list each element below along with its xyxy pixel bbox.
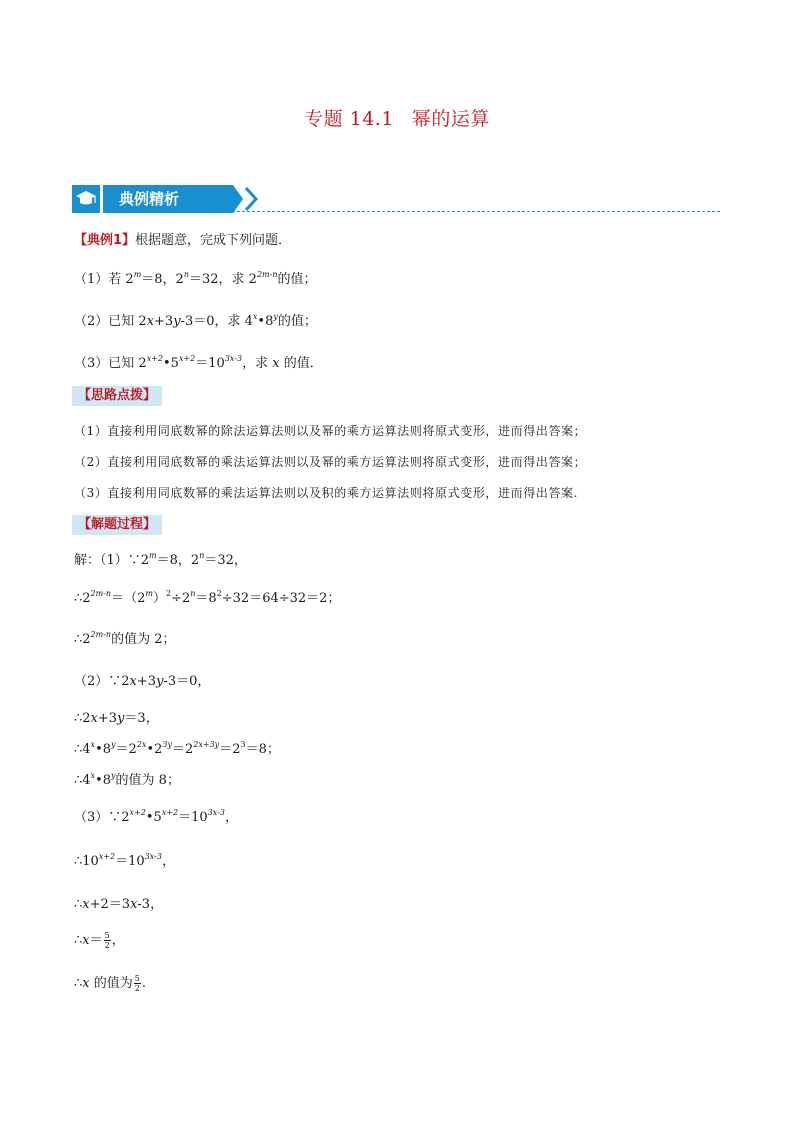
math-text-segment: ＝2 xyxy=(115,742,137,757)
graduation-cap-icon xyxy=(72,185,100,213)
fraction xyxy=(134,974,141,993)
math-text-segment: ＝10 xyxy=(115,854,145,869)
hint-line-3: （3）直接利用同底数幂的乘法运算法则以及积的乘方运算法则将原式变形，进而得出答案. xyxy=(74,486,579,500)
math-text-segment: 解：（1）∵2 xyxy=(74,553,150,568)
solution-line-2 xyxy=(74,587,340,606)
math-text-segment: 的值； xyxy=(277,272,317,287)
math-text-segment: ∴2 xyxy=(74,591,91,606)
math-text-segment: x+2 xyxy=(129,808,146,817)
math-text-segment: x xyxy=(82,933,90,948)
math-text-segment: 3 xyxy=(240,740,246,749)
chevron-right-icon xyxy=(242,187,266,211)
math-text-segment: x+2 xyxy=(146,354,163,363)
solution-line-7 xyxy=(74,769,180,788)
math-text-segment: y xyxy=(111,740,116,749)
math-text-segment: 3x-3 xyxy=(144,852,162,861)
question-1 xyxy=(74,268,316,287)
solution-tag: 【解题过程】 xyxy=(72,515,162,535)
math-text-segment: 的值； xyxy=(277,314,317,329)
math-text-segment: m xyxy=(133,270,142,279)
solution-line-5 xyxy=(74,707,159,726)
math-text-segment: +2＝3 xyxy=(89,897,131,912)
math-text-segment: 2m-n xyxy=(256,270,278,279)
math-text-segment: ， xyxy=(224,810,238,825)
math-text-segment: ＝8，2 xyxy=(156,553,200,568)
math-text-segment: 2m-n xyxy=(90,589,112,598)
example-prompt: 根据题意，完成下列问题． xyxy=(135,233,292,248)
math-text-segment: y xyxy=(111,771,116,780)
math-text-segment: x xyxy=(82,976,90,991)
math-text-segment: 的值为 2； xyxy=(111,632,176,647)
hint-line-1: （1）直接利用同底数幂的除法运算法则以及幂的乘方运算法则将原式变形，进而得出答案； xyxy=(74,424,587,438)
math-text-segment: x xyxy=(272,356,280,371)
math-text-segment: ∴4 xyxy=(74,773,91,788)
math-text-segment: ＝10 xyxy=(195,356,225,371)
solution-line-12 xyxy=(74,972,146,993)
math-text-segment: 2 xyxy=(104,941,110,950)
solution-line-1 xyxy=(74,549,247,568)
math-text-segment: 2x+3y xyxy=(193,740,220,749)
math-text-segment: ） xyxy=(152,591,166,606)
solution-line-6 xyxy=(74,738,280,757)
math-text-segment: y xyxy=(156,674,164,689)
math-text-segment: 2 xyxy=(216,589,222,598)
math-text-segment: x xyxy=(90,740,96,749)
math-text-segment: 3x-3 xyxy=(224,354,243,363)
math-text-segment: m xyxy=(145,589,153,598)
math-text-segment: x xyxy=(82,897,90,912)
math-text-segment: n xyxy=(199,551,205,560)
hint-line-2: （2）直接利用同底数幂的乘法运算法则以及幂的乘方运算法则将原式变形，进而得出答案； xyxy=(74,455,587,469)
math-text-segment: •8 xyxy=(95,742,112,757)
math-text-segment: ＝32，求 2 xyxy=(188,272,257,287)
math-text-segment: ＝（2 xyxy=(111,591,146,606)
math-text-segment: •2 xyxy=(146,742,163,757)
math-text-segment: x xyxy=(252,312,258,321)
math-text-segment: ＝32， xyxy=(204,553,247,568)
math-text-segment: 的值为 xyxy=(89,976,133,991)
math-text-segment: ÷32＝64÷32＝2； xyxy=(221,591,341,606)
solution-line-9 xyxy=(74,850,175,869)
math-text-segment: -3＝0， xyxy=(163,674,211,689)
math-text-segment: ∴ xyxy=(74,933,83,948)
math-text-segment: •5 xyxy=(145,810,162,825)
math-text-segment: x xyxy=(146,314,155,329)
solution-line-4 xyxy=(74,670,210,689)
math-text-segment: ∴ xyxy=(74,976,83,991)
math-text-segment: x xyxy=(130,897,138,912)
math-text-segment: -3， xyxy=(137,897,164,912)
math-text-segment: ＝8 xyxy=(195,591,217,606)
question-2 xyxy=(74,310,317,329)
math-text-segment: m xyxy=(149,551,157,560)
math-text-segment: 5 xyxy=(104,931,110,940)
math-text-segment: ， xyxy=(111,933,125,948)
example-tag: 【典例1】 xyxy=(74,233,136,248)
math-text-segment: +3 xyxy=(136,674,157,689)
math-text-segment: x+2 xyxy=(178,354,196,363)
math-text-segment: x xyxy=(90,771,96,780)
solution-line-10 xyxy=(74,893,163,912)
section-label: 典例精析 xyxy=(103,185,233,213)
math-text-segment: y xyxy=(117,711,125,726)
example-heading xyxy=(74,229,291,248)
math-text-segment: 2 xyxy=(165,589,172,598)
math-text-segment: （2）已知 2 xyxy=(74,314,147,329)
math-text-segment: （3）已知 2 xyxy=(74,356,147,371)
math-text-segment: ＝2 xyxy=(219,742,241,757)
hint-tag: 【思路点拨】 xyxy=(72,386,162,406)
math-text-segment: （1）若 2 xyxy=(74,272,134,287)
math-text-segment: n xyxy=(183,270,189,279)
math-text-segment: n xyxy=(190,589,196,598)
title-code: 专题 14.1 xyxy=(304,108,394,130)
math-text-segment: 2m-n xyxy=(90,630,112,639)
math-text-segment: ＝ xyxy=(89,933,103,948)
question-3 xyxy=(74,352,323,371)
math-text-segment: x xyxy=(90,711,98,726)
math-text-segment: （2）∵2 xyxy=(74,674,130,689)
section-divider xyxy=(212,211,720,212)
math-text-segment: ÷2 xyxy=(171,591,191,606)
math-text-segment: •8 xyxy=(257,314,274,329)
math-text-segment: x+2 xyxy=(98,852,116,861)
math-text-segment: 2 xyxy=(134,984,140,993)
math-text-segment: x xyxy=(129,674,137,689)
page-title xyxy=(0,104,794,131)
math-text-segment: y xyxy=(273,312,278,321)
math-text-segment: ＝2 xyxy=(172,742,194,757)
solution-line-8 xyxy=(74,806,238,825)
math-text-segment: 3y xyxy=(162,740,172,749)
math-text-segment: y xyxy=(173,314,181,329)
math-text-segment: x+2 xyxy=(161,808,179,817)
math-text-segment: ＝8，2 xyxy=(141,272,184,287)
math-text-segment: ＝3， xyxy=(124,711,159,726)
math-text-segment: ∴4 xyxy=(74,742,91,757)
math-text-segment: ＝8； xyxy=(245,742,280,757)
math-text-segment: 的值为 8； xyxy=(115,773,180,788)
math-text-segment: ∴2 xyxy=(74,711,91,726)
math-text-segment: （3）∵2 xyxy=(74,810,130,825)
math-text-segment: 5 xyxy=(134,974,140,983)
math-text-segment: ∴ xyxy=(74,897,83,912)
fraction xyxy=(104,931,111,950)
math-text-segment: 的值． xyxy=(279,356,323,371)
solution-line-11 xyxy=(74,929,125,950)
title-name: 幂的运算 xyxy=(411,108,490,130)
math-text-segment: •8 xyxy=(95,773,112,788)
math-text-segment: ∴10 xyxy=(74,854,99,869)
math-text-segment: ＝10 xyxy=(178,810,208,825)
math-text-segment: 3x-3 xyxy=(207,808,225,817)
math-text-segment: ∴2 xyxy=(74,632,91,647)
math-text-segment: +3 xyxy=(97,711,118,726)
math-text-segment: . xyxy=(141,976,146,991)
math-text-segment: -3＝0，求 4 xyxy=(180,314,253,329)
math-text-segment: 2x xyxy=(136,740,147,749)
solution-line-3 xyxy=(74,628,175,647)
math-text-segment: ， xyxy=(161,854,175,869)
math-text-segment: +3 xyxy=(154,314,174,329)
math-text-segment: ，求 xyxy=(242,356,273,371)
math-text-segment: •5 xyxy=(163,356,179,371)
